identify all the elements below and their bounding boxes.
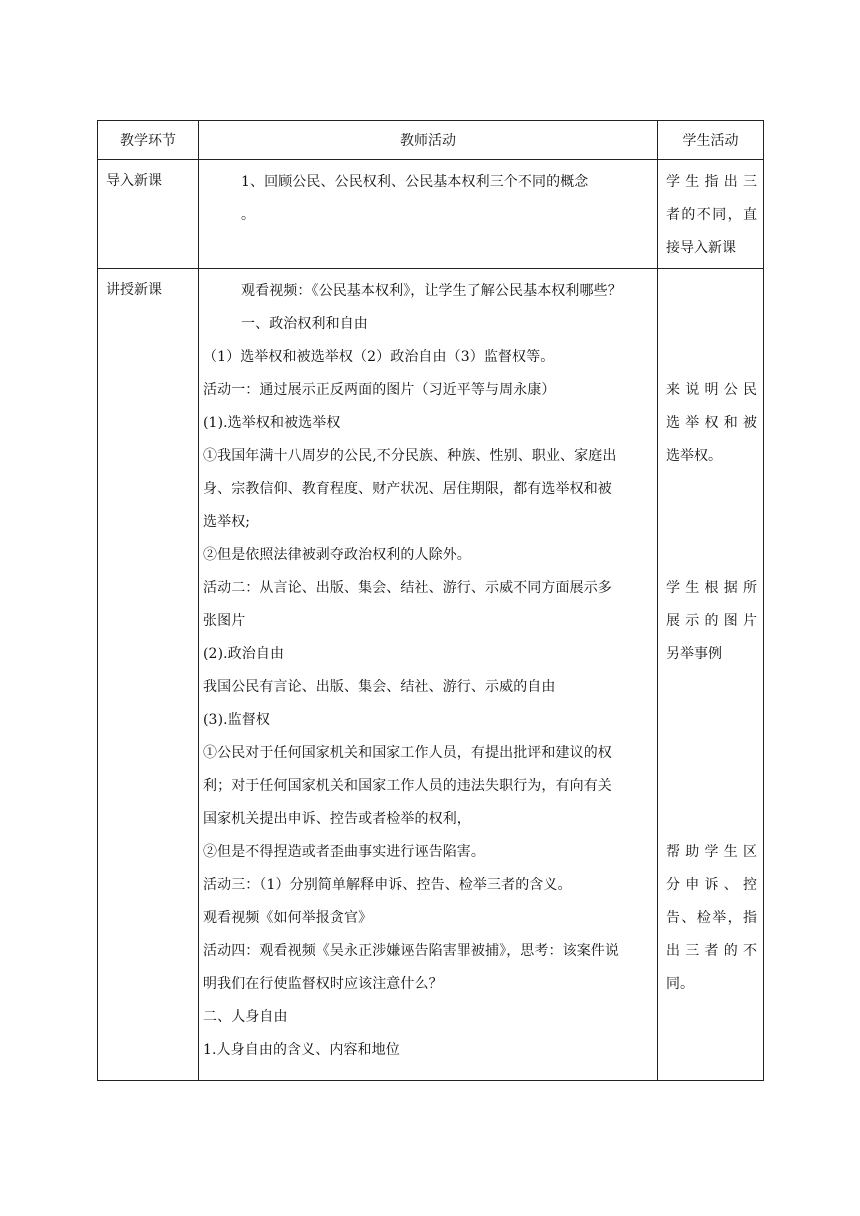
stage-new-lesson-label: 讲授新课 — [106, 282, 162, 298]
student-note-c: 告、检举，指 — [666, 910, 757, 926]
student-note-c: 帮助学生区 — [666, 844, 757, 860]
student-note-c: 同。 — [666, 976, 694, 992]
teacher-line: ②但是依照法律被剥夺政治权利的人除外。 — [203, 547, 471, 563]
teacher-line: 利；对于任何国家机关和国家工作人员的违法失职行为，有向有关 — [203, 778, 612, 794]
student-note-b: 另举事例 — [666, 646, 722, 662]
student-intro — [658, 160, 764, 269]
student-note-a: 来说明公民 — [666, 382, 757, 398]
teacher-line: (2).政治自由 — [203, 646, 285, 662]
student-note-a: 选举权。 — [666, 448, 722, 464]
student-intro-line: 学生指出三 — [666, 174, 757, 190]
student-note-b: 展示的图片 — [666, 613, 757, 629]
teacher-line: 身、宗教信仰、教育程度、财产状况、居住期限，都有选举权和被 — [203, 481, 612, 497]
teacher-line: 明我们在行使监督权时应该注意什么？ — [203, 976, 443, 992]
student-note-b: 学生根据所 — [666, 580, 757, 596]
teacher-line: 我国公民有言论、出版、集会、结社、游行、示威的自由 — [203, 679, 556, 695]
teacher-intro-line: 。 — [241, 207, 256, 223]
header-teacher-activity: 教师活动 — [199, 121, 658, 160]
header-stage: 教学环节 — [98, 121, 199, 160]
teacher-line: ①公民对于任何国家机关和国家工作人员，有提出批评和建议的权 — [203, 745, 612, 761]
row-new-lesson — [98, 269, 764, 1081]
teacher-line: 选举权; — [203, 514, 251, 530]
stage-new-lesson — [98, 269, 199, 1081]
student-note-c: 分申诉、控 — [666, 877, 757, 893]
header-row — [98, 121, 764, 160]
student-new-lesson — [658, 269, 764, 1081]
teacher-line: 1.人身自由的含义、内容和地位 — [203, 1042, 400, 1058]
teacher-line: 观看视频：《公民基本权利》，让学生了解公民基本权利哪些？ — [241, 283, 622, 299]
teacher-line: ②但是不得捏造或者歪曲事实进行诬告陷害。 — [203, 844, 485, 860]
teacher-new-lesson — [199, 269, 658, 1081]
lesson-plan-table — [97, 120, 764, 1081]
stage-intro — [98, 160, 199, 269]
student-intro-line: 接导入新课 — [666, 240, 736, 256]
teacher-line: 一、政治权利和自由 — [241, 316, 368, 332]
teacher-line: 二、人身自由 — [203, 1009, 288, 1025]
teacher-line: 国家机关提出申诉、控告或者检举的权利， — [203, 811, 471, 827]
stage-intro-label: 导入新课 — [106, 173, 162, 189]
teacher-line: 观看视频《如何举报贪官》 — [203, 910, 373, 926]
teacher-line: 活动一：通过展示正反两面的图片（习近平等与周永康） — [203, 382, 556, 398]
teacher-intro-line: 1、回顾公民、公民权利、公民基本权利三个不同的概念 — [241, 174, 589, 190]
teacher-line: 张图片 — [203, 613, 246, 629]
teacher-line: (1).选举权和被选举权 — [203, 415, 341, 431]
header-student-activity: 学生活动 — [658, 121, 764, 160]
student-intro-line: 者的不同，直 — [666, 207, 757, 223]
student-note-c: 出三者的不 — [666, 943, 757, 959]
teacher-line: 活动三：（1）分别简单解释申诉、控告、检举三者的含义。 — [203, 877, 572, 893]
teacher-line: 活动四：观看视频《吴永正涉嫌诬告陷害罪被捕》，思考：该案件说 — [203, 943, 619, 959]
teacher-line: 活动二：从言论、出版、集会、结社、游行、示威不同方面展示多 — [203, 580, 612, 596]
student-note-a: 选举权和被 — [666, 415, 757, 431]
teacher-intro — [199, 160, 658, 269]
teacher-line: (3).监督权 — [203, 712, 270, 728]
teacher-line: （1）选举权和被选举权（2）政治自由（3）监督权等。 — [203, 349, 555, 365]
teacher-line: ①我国年满十八周岁的公民,不分民族、种族、性别、职业、家庭出 — [203, 448, 617, 464]
row-intro — [98, 160, 764, 269]
